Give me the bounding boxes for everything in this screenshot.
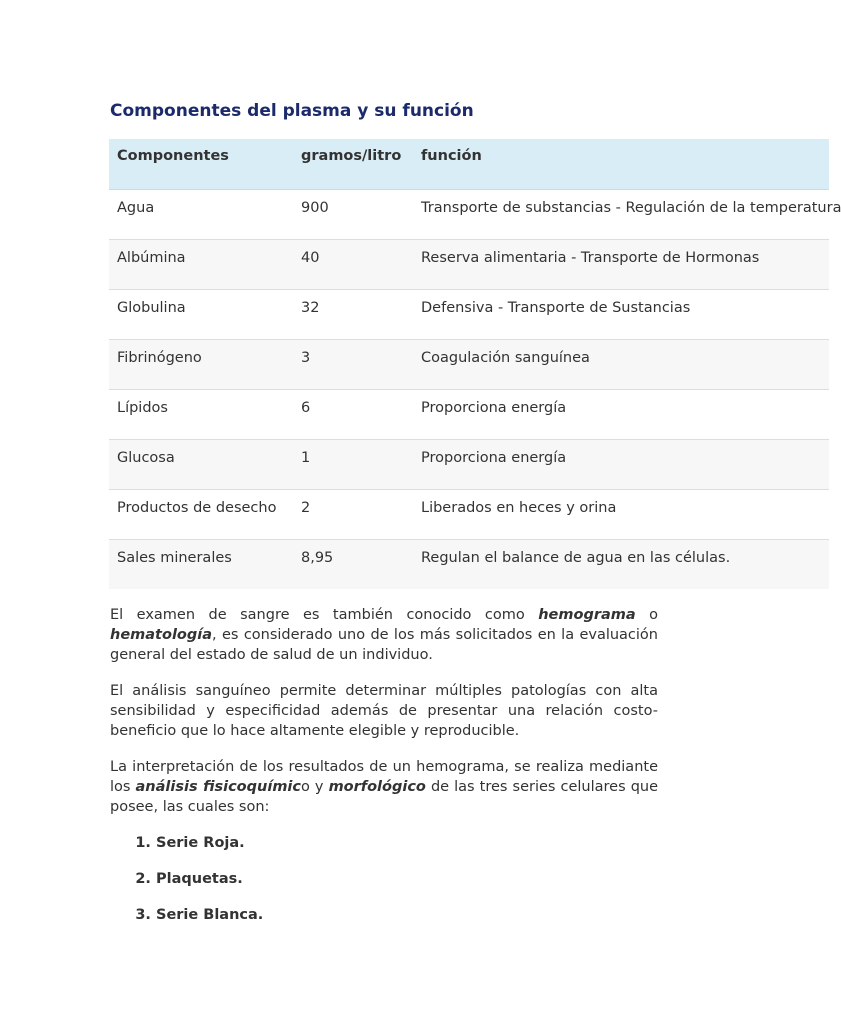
term-hemograma: hemograma: [538, 607, 636, 623]
table-cell: Productos de desecho: [109, 490, 293, 540]
table-cell: Defensiva - Transporte de Sustancias: [413, 290, 829, 340]
table-cell: 1: [293, 440, 413, 490]
table-cell: Fibrinógeno: [109, 340, 293, 390]
paragraph-hemograma: [110, 605, 658, 665]
paragraph-text: El examen de sangre es también conocido como: [110, 607, 539, 623]
table-cell: Proporciona energía: [413, 390, 829, 440]
term-hematologia: hematología: [110, 627, 213, 643]
list-item: 1. Serie Roja.: [156, 833, 658, 853]
paragraph-text: de las tres series celulares que posee, las cuales son:: [110, 779, 659, 815]
table-cell: Globulina: [109, 290, 293, 340]
table-cell: 32: [293, 290, 413, 340]
table-cell: 8,95: [293, 540, 413, 590]
table-cell: Agua: [109, 190, 293, 240]
header-funcion: función: [413, 139, 829, 190]
paragraph-text: , es considerado uno de los más solicitados en la evaluación general del estado de salud de un individuo.: [110, 627, 658, 663]
table-cell: 40: [293, 240, 413, 290]
plasma-components-table-wrapper: [109, 139, 841, 589]
paragraph-text: o y: [301, 779, 329, 795]
table-cell: Regulan el balance de agua en las células.: [413, 540, 829, 590]
list-item: 2. Plaquetas.: [156, 869, 658, 889]
paragraph-interpretacion: [110, 757, 658, 817]
table-cell: 3: [293, 340, 413, 390]
table-row: [109, 390, 829, 440]
table-row: [109, 290, 829, 340]
table-cell: Albúmina: [109, 240, 293, 290]
list-item: 3. Serie Blanca.: [156, 905, 658, 925]
term-analisis-fisicoquimico: análisis fisicoquímic: [135, 779, 301, 795]
paragraph-text: o: [635, 607, 659, 623]
table-cell: 900: [293, 190, 413, 240]
header-componentes: Componentes: [109, 139, 293, 190]
table-row: [109, 340, 829, 390]
table-cell: Reserva alimentaria - Transporte de Hormonas: [413, 240, 829, 290]
table-cell: Sales minerales: [109, 540, 293, 590]
plasma-components-table: [109, 139, 841, 589]
table-row: [109, 440, 829, 490]
header-gramos-litro: gramos/litro: [293, 139, 413, 190]
term-morfologico: morfológico: [328, 779, 426, 795]
table-cell: 2: [293, 490, 413, 540]
paragraph-text: La interpretación de los resultados de un hemograma, se realiza mediante los: [110, 759, 658, 795]
cell-series-list: [110, 833, 658, 925]
table-row: [109, 490, 829, 540]
paragraph-analisis: El análisis sanguíneo permite determinar múltiples patologías con alta sensibilidad y especificidad además de presentar una relación costo-beneficio que lo hace altamente elegible y reproducible.: [110, 683, 658, 739]
table-cell: Lípidos: [109, 390, 293, 440]
table-cell: 6: [293, 390, 413, 440]
table-cell: Liberados en heces y orina: [413, 490, 829, 540]
table-header-row: [109, 139, 829, 190]
table-row: [109, 240, 829, 290]
table-row: [109, 190, 829, 240]
table-cell: Proporciona energía: [413, 440, 829, 490]
table-cell: Coagulación sanguínea: [413, 340, 829, 390]
table-row: [109, 540, 829, 590]
table-cell: Glucosa: [109, 440, 293, 490]
body-text: [110, 605, 658, 941]
table-cell: Transporte de substancias - Regulación de la temperatura: [413, 190, 829, 240]
section-title: Componentes del plasma y su función: [110, 101, 474, 121]
